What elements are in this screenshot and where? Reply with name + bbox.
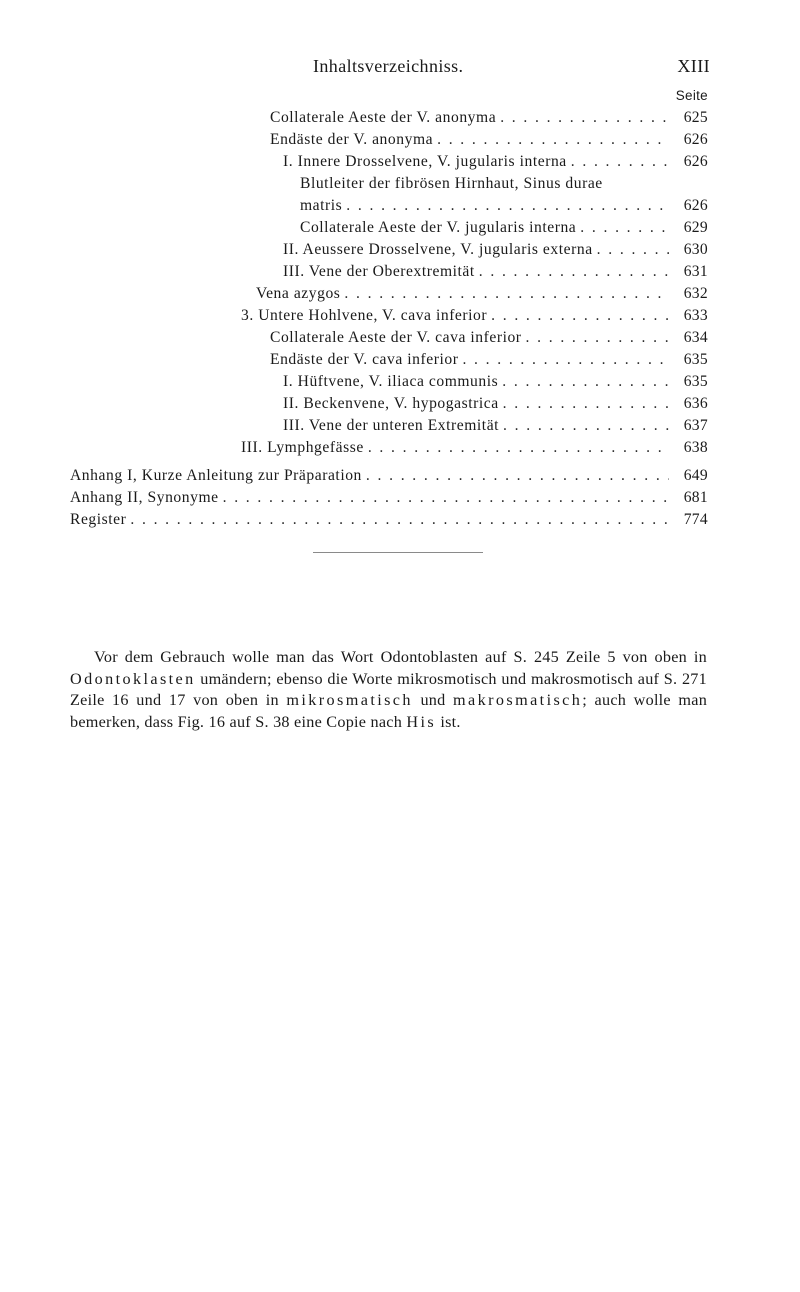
errata-note <box>70 647 707 733</box>
toc-entry-text: Collaterale Aeste der V. anonyma <box>270 109 497 126</box>
toc-entry-text: II. Beckenvene, V. hypogastrica <box>283 395 499 412</box>
toc-entry-text: III. Lymphgefässe <box>241 439 364 456</box>
toc-entry-text: II. Aeussere Drosselvene, V. jugularis externa <box>283 241 593 258</box>
toc-entry-text: III. Vene der Oberextremität <box>283 263 475 280</box>
errata-spaced-word: Odontoklasten <box>70 669 196 688</box>
leader-dots <box>366 465 669 487</box>
toc-entry-text: Vena azygos <box>256 285 341 302</box>
toc-entry <box>270 327 708 349</box>
toc-entry <box>70 509 708 531</box>
leader-dots <box>462 349 669 371</box>
toc-entry-page: 630 <box>683 241 708 258</box>
leader-dots <box>346 195 669 217</box>
toc-entry <box>283 239 708 261</box>
toc-entry-page: 774 <box>683 511 708 528</box>
toc-entry-page: 631 <box>683 263 708 280</box>
errata-text: ; auch wolle man bemerken, dass Fig. 16 auf S. 38 eine Copie nach <box>70 691 708 731</box>
toc-entry-text: Collaterale Aeste der V. jugularis interna <box>300 219 577 236</box>
leader-dots <box>580 217 669 239</box>
toc-entry-text: I. Innere Drosselvene, V. jugularis interna <box>283 153 567 170</box>
page-column-label: Seite <box>675 88 708 103</box>
leader-dots <box>526 327 669 349</box>
section-divider <box>313 552 483 553</box>
page-number: XIII <box>677 56 710 76</box>
toc-entry <box>283 151 708 173</box>
errata-spaced-word: makrosmatisch <box>453 691 583 709</box>
running-title: Inhaltsverzeichniss. <box>313 56 464 76</box>
leader-dots <box>437 129 669 151</box>
toc-entry <box>70 465 708 487</box>
toc-entry-page: 626 <box>683 197 708 214</box>
toc-entry-text: 3. Untere Hohlvene, V. cava inferior <box>241 307 488 324</box>
toc-entry <box>241 437 708 459</box>
toc-entry-page: 636 <box>683 395 708 412</box>
toc-entry-text: Anhang II, Synonyme <box>70 489 219 506</box>
leader-dots <box>502 371 669 393</box>
toc-entry-text: Anhang I, Kurze Anleitung zur Präparation <box>70 467 362 484</box>
toc-entry-text: Collaterale Aeste der V. cava inferior <box>270 329 522 346</box>
leader-dots <box>597 239 669 261</box>
toc-entry <box>70 487 708 509</box>
toc-entry-text: Endäste der V. cava inferior <box>270 351 459 368</box>
leader-dots <box>491 305 669 327</box>
toc-entry <box>300 173 708 195</box>
toc-entry-text: I. Hüftvene, V. iliaca communis <box>283 373 499 390</box>
leader-dots <box>344 283 669 305</box>
toc-entry-text: Register <box>70 511 127 528</box>
toc-entry-page: 634 <box>683 329 708 346</box>
toc-entry <box>283 261 708 283</box>
toc-entry-page: 681 <box>683 489 708 506</box>
toc-entry-page: 626 <box>683 153 708 170</box>
toc-entry-text: matris <box>300 197 343 214</box>
toc-entry-page: 625 <box>683 109 708 126</box>
errata-text: und <box>420 691 446 709</box>
toc-entry-text: III. Vene der unteren Extremität <box>283 417 500 434</box>
leader-dots <box>368 437 669 459</box>
toc-entry <box>270 129 708 151</box>
leader-dots <box>223 487 669 509</box>
toc-entry-page: 633 <box>683 307 708 324</box>
toc-entry-page: 626 <box>683 131 708 148</box>
toc-entry <box>283 393 708 415</box>
toc-entry <box>300 217 708 239</box>
toc-entry <box>300 195 708 217</box>
leader-dots <box>503 415 669 437</box>
toc-entry <box>283 415 708 437</box>
toc-entry-page: 635 <box>683 351 708 368</box>
toc-entry-page: 637 <box>683 417 708 434</box>
toc-entry-page: 649 <box>683 467 708 484</box>
errata-spaced-word: mikrosmatisch <box>286 691 413 709</box>
leader-dots <box>503 393 669 415</box>
errata-text: ist. <box>440 712 461 731</box>
toc-entry-page: 632 <box>683 285 708 302</box>
toc-entry <box>283 371 708 393</box>
errata-spaced-word: His <box>406 712 437 731</box>
leader-dots <box>130 509 669 531</box>
leader-dots <box>500 107 669 129</box>
toc-entry <box>270 107 708 129</box>
errata-text: Vor dem Gebrauch wolle man das Wort Odontoblasten auf S. 245 Zeile 5 von oben in <box>94 648 707 666</box>
toc-entry-text: Blutleiter der fibrösen Hirnhaut, Sinus durae <box>300 175 603 192</box>
toc-entry-page: 629 <box>683 219 708 236</box>
toc-entry <box>256 283 708 305</box>
toc-entry <box>270 349 708 371</box>
leader-dots <box>571 151 669 173</box>
toc-entry-text: Endäste der V. anonyma <box>270 131 434 148</box>
toc-entry-page: 638 <box>683 439 708 456</box>
errata-paragraph <box>70 647 707 733</box>
errata-text: umändern; ebenso die Worte mikrosmotisch und makrosmotisch auf S. 271 Zeile 16 und 17 von oben in <box>70 669 707 709</box>
leader-dots <box>479 261 669 283</box>
toc-entry <box>241 305 708 327</box>
running-header <box>70 56 710 84</box>
toc-entry-page: 635 <box>683 373 708 390</box>
